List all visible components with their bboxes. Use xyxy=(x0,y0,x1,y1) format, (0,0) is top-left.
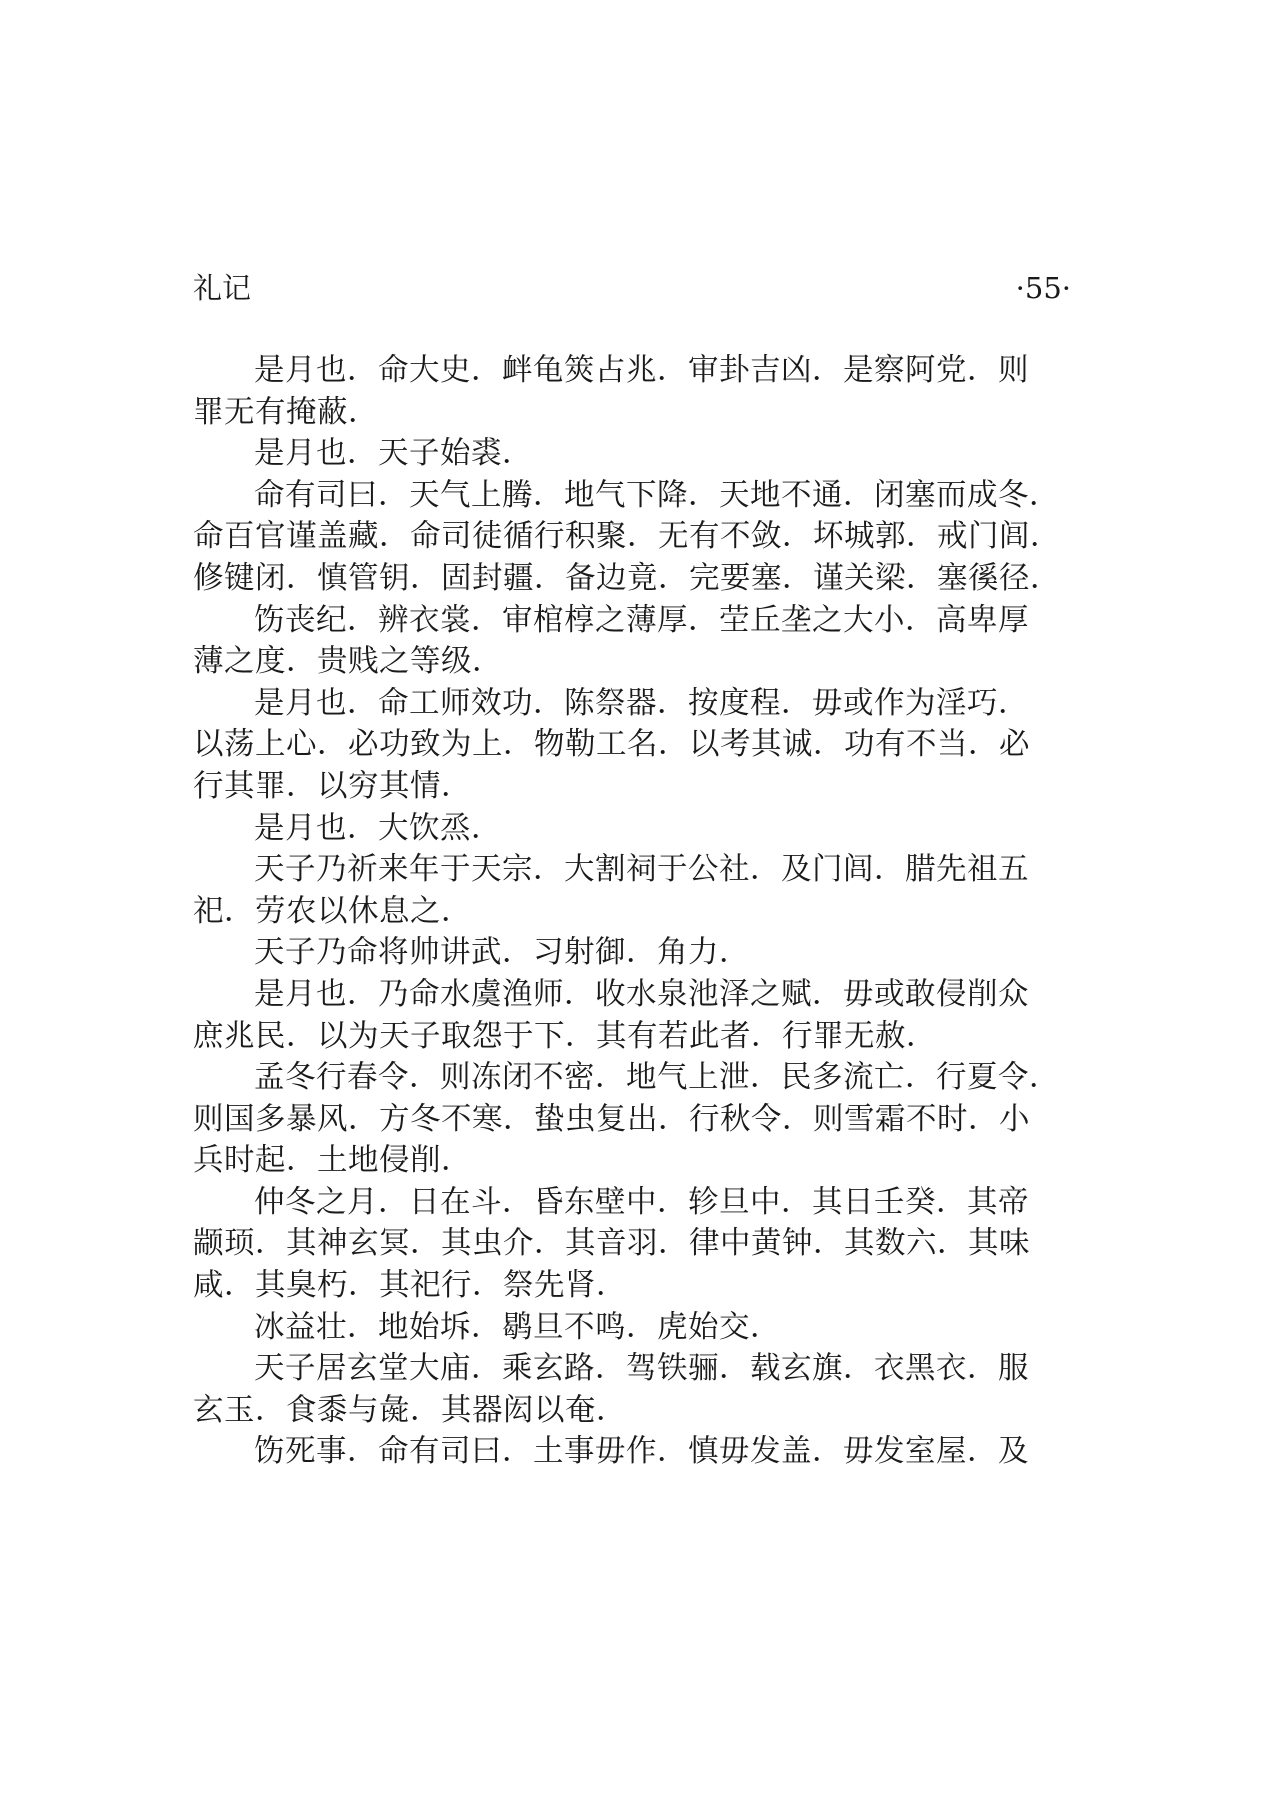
paragraph: 仲冬之月．日在斗．昏东壁中．轸旦中．其日壬癸．其帝 颛顼．其神玄冥．其虫介．其音羽．律中黄钟．其数六．其味 咸．其臭朽．其祀行．祭先肾． xyxy=(193,1184,1030,1304)
page-number: ·55· xyxy=(1015,271,1071,305)
paragraph: 是月也．乃命水虞渔师．收水泉池泽之赋．毋或敢侵削众 庶兆民．以为天子取怨于下．其有若此者．行罪无赦． xyxy=(193,976,1029,1054)
paragraph: 孟冬行春令．则冻闭不密．地气上泄．民多流亡．行夏令． 则国多暴风．方冬不寒．蛰虫复出．行秋令．则雪霜不时．小 兵时起．土地侵削． xyxy=(193,1060,1060,1179)
paragraph: 是月也．命工师效功．陈祭器．按度程．毋或作为淫巧． 以荡上心．必功致为上．物勒工名．以考其诚．功有不当．必 行其罪．以穷其情． xyxy=(193,685,1030,804)
paragraph: 天子乃祈来年于天宗．大割祠于公社．及门闾．腊先祖五 祀．劳农以休息之． xyxy=(193,852,1029,929)
paragraph: 饬死事．命有司曰．土事毋作．慎毋发盖．毋发室屋．及 xyxy=(254,1434,1029,1470)
paragraph: 命有司曰．天气上腾．地气下降．天地不通．闭塞而成冬． 命百官谨盖藏．命司徒循行积聚．无有不敛．坏城郭．戒门闾． 修键闭．慎管钥．固封疆．备边竟．完要塞．谨关梁．塞徯径． xyxy=(193,477,1061,596)
body-text xyxy=(193,350,1108,1473)
page-header xyxy=(193,268,1087,308)
paragraph: 是月也．大饮烝． xyxy=(254,810,502,846)
running-title: 礼记 xyxy=(193,271,252,305)
paragraph: 是月也．命大史．衅龟筴占兆．审卦吉凶．是察阿党．则 罪无有掩蔽． xyxy=(193,353,1029,430)
paragraph: 是月也．天子始裘． xyxy=(254,436,533,472)
paragraph: 冰益壮．地始坼．鹖旦不鸣．虎始交． xyxy=(254,1309,781,1345)
paragraph: 饬丧纪．辨衣裳．审棺椁之薄厚．茔丘垄之大小．高卑厚 薄之度．贵贱之等级． xyxy=(193,602,1029,680)
paragraph: 天子乃命将帅讲武．习射御．角力． xyxy=(254,935,750,971)
paragraph: 天子居玄堂大庙．乘玄路．驾铁骊．载玄旗．衣黑衣．服 玄玉．食黍与彘．其器闳以奄． xyxy=(193,1351,1029,1428)
